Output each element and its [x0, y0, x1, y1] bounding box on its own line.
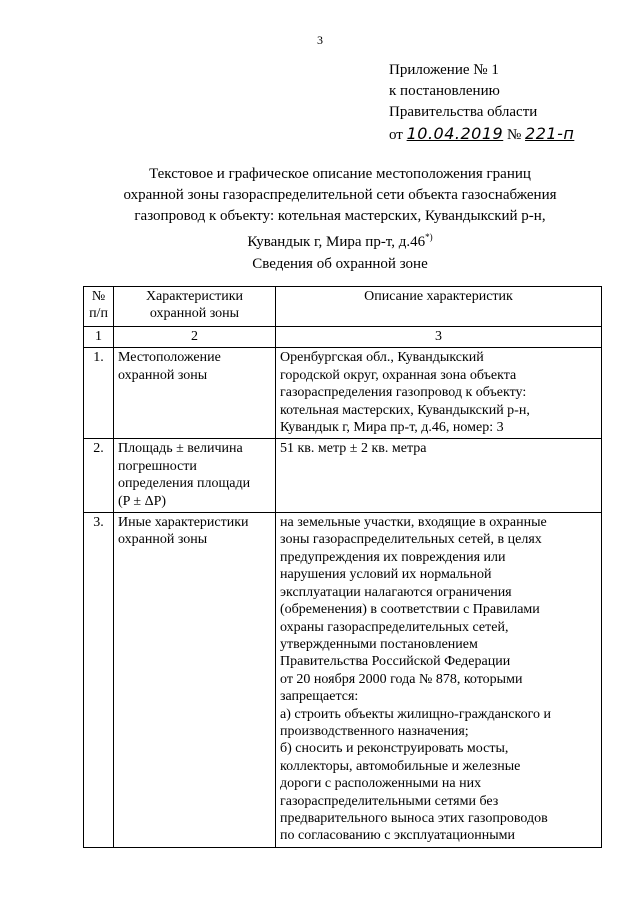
appendix-date-prefix: от: [389, 127, 403, 143]
header-col-characteristics: [114, 287, 276, 327]
appendix-number-sign: №: [506, 127, 522, 143]
title-line-1: Текстовое и графическое описание местоположения границ: [149, 166, 531, 182]
row-characteristic: [114, 348, 276, 439]
header-col-num: [84, 287, 114, 327]
cell-line: от 20 ноября 2000 года № 878, которыми: [280, 671, 523, 687]
header-col-description: [276, 287, 602, 327]
cell-line: а) строить объекты жилищно-гражданского и: [280, 706, 551, 722]
cell-line: погрешности: [118, 458, 197, 474]
cell-line: определения площади: [118, 476, 251, 492]
cell-line: нарушения условий их нормальной: [280, 567, 492, 583]
appendix-number-value: 221-п: [525, 124, 575, 143]
appendix-date-line: [389, 123, 574, 146]
header-characteristics-line: Характеристики: [145, 289, 244, 304]
appendix-date-value: 10.04.2019: [406, 124, 504, 143]
cell-line: утвержденными постановлением: [280, 636, 478, 652]
cell-line: б) сносить и реконструировать мосты,: [280, 741, 509, 757]
zone-table: [83, 286, 602, 848]
appendix-line-3: Правительства области: [389, 104, 538, 120]
index-cell: 2: [114, 327, 276, 348]
row-description: [276, 439, 602, 513]
cell-line: предупреждения их повреждения или: [280, 549, 506, 565]
row-number: 3.: [84, 513, 114, 848]
cell-line: (обременения) в соответствии с Правилами: [280, 602, 540, 618]
cell-line: 51 кв. метр ± 2 кв. метра: [280, 441, 427, 457]
cell-line: коллекторы, автомобильные и железные: [280, 758, 521, 774]
appendix-block: [389, 60, 574, 146]
cell-line: охранной зоны: [118, 367, 208, 383]
cell-line: зоны газораспределительных сетей, в целях: [280, 532, 542, 548]
cell-line: газораспределительными сетями без: [280, 793, 499, 809]
cell-line: городской округ, охранная зона объекта: [280, 367, 517, 383]
cell-line: по согласованию с эксплуатационными: [280, 828, 515, 844]
cell-line: Оренбургская обл., Кувандыкский: [280, 350, 484, 366]
section-subtitle: Сведения об охранной зоне: [252, 256, 428, 272]
row-description: [276, 348, 602, 439]
title-line-4-wrap: [90, 227, 590, 253]
row-characteristic: [114, 439, 276, 513]
table-index-row: [84, 327, 602, 348]
cell-line: котельная мастерских, Кувандыкский р-н,: [280, 402, 530, 418]
cell-line: Иные характеристики: [118, 515, 249, 531]
appendix-line-1: Приложение № 1: [389, 62, 499, 78]
table-row: [84, 348, 602, 439]
footnote-mark: *): [425, 232, 433, 242]
header-num-line: п/п: [89, 306, 108, 322]
cell-line: на земельные участки, входящие в охранные: [280, 515, 547, 531]
cell-line: (P ± ΔP): [118, 493, 167, 509]
header-characteristics-line: охранной зоны: [149, 306, 240, 322]
cell-line: охраны газораспределительных сетей,: [280, 619, 509, 635]
document-title: [90, 164, 590, 253]
appendix-line-2: к постановлению: [389, 83, 500, 99]
cell-line: эксплуатации налагаются ограничения: [280, 584, 512, 600]
row-number: 2.: [84, 439, 114, 513]
cell-line: дороги с расположенными на них: [280, 776, 482, 792]
cell-line: газораспределения газопровод к объекту:: [280, 385, 527, 401]
page-number: 3: [317, 33, 323, 47]
cell-line: Площадь ± величина: [118, 441, 243, 457]
row-number: 1.: [84, 348, 114, 439]
index-cell: 1: [84, 327, 114, 348]
table-row: [84, 513, 602, 848]
title-line-4: Кувандык г, Мира пр-т, д.46: [247, 234, 426, 250]
table-header-row: [84, 287, 602, 327]
title-line-2: охранной зоны газораспределительной сети объекта газоснабжения: [123, 187, 557, 203]
index-cell: 3: [276, 327, 602, 348]
row-characteristic: [114, 513, 276, 848]
cell-line: Местоположение: [118, 350, 221, 366]
cell-line: охранной зоны: [118, 532, 208, 548]
row-description: [276, 513, 602, 848]
header-description-line: Описание характеристик: [364, 289, 513, 304]
header-num-line: №: [91, 289, 106, 304]
cell-line: предварительного выноса этих газопроводов: [280, 810, 548, 826]
title-line-3: газопровод к объекту: котельная мастерских, Кувандыкский р-н,: [134, 208, 546, 224]
cell-line: Кувандык г, Мира пр-т, д.46, номер: 3: [280, 420, 504, 436]
table-row: [84, 439, 602, 513]
cell-line: Правительства Российской Федерации: [280, 654, 511, 670]
cell-line: производственного назначения;: [280, 723, 469, 739]
cell-line: запрещается:: [280, 689, 359, 705]
